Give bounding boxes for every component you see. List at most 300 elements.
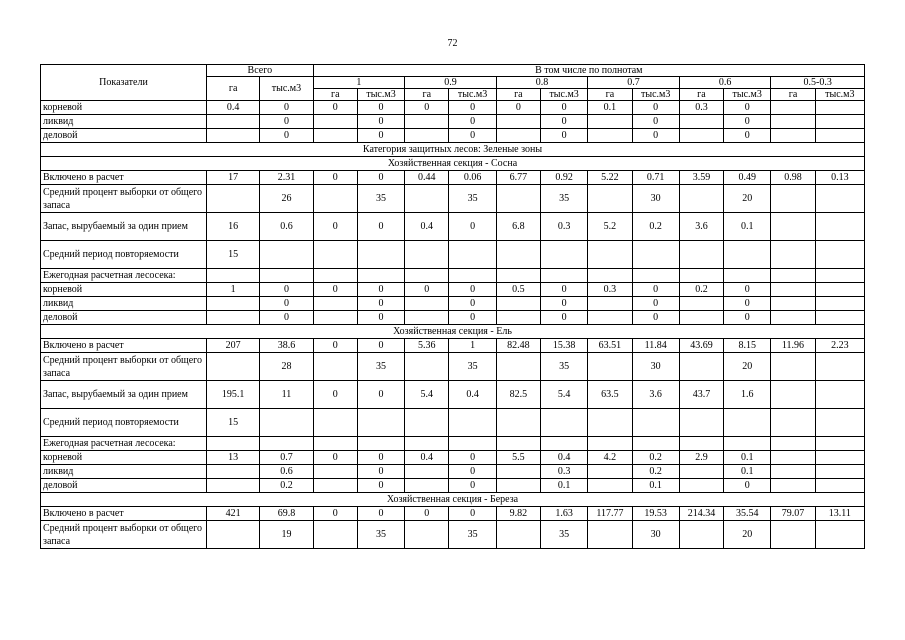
table-cell [771,409,815,437]
table-cell: 82.48 [496,339,540,353]
table-row [41,185,865,213]
table-cell: 35 [449,353,496,381]
row-label: Ежегодная расчетная лесосека: [41,269,207,283]
table-cell [357,409,404,437]
table-cell [771,297,815,311]
table-cell: 2.23 [815,339,864,353]
table-cell [207,465,260,479]
section-row [41,325,865,339]
table-row [41,297,865,311]
header-m3: тыс.м3 [540,89,587,101]
table-cell [496,437,540,451]
table-cell [771,115,815,129]
table-cell: 19 [260,521,313,549]
table-cell: 13.11 [815,507,864,521]
header-m3: тыс.м3 [357,89,404,101]
header-row-1 [41,65,865,77]
table-cell: 4.2 [588,451,632,465]
table-cell: 0 [357,171,404,185]
table-cell: 5.36 [405,339,449,353]
table-cell: 0 [449,297,496,311]
table-cell [207,521,260,549]
table-row [41,171,865,185]
table-cell: 0.2 [260,479,313,493]
table-cell: 195.1 [207,381,260,409]
table-cell [405,311,449,325]
table-cell [449,269,496,283]
table-cell: 0.3 [540,465,587,479]
table-cell: 0 [313,213,357,241]
table-cell: 0 [449,311,496,325]
table-cell [496,353,540,381]
table-cell [588,311,632,325]
table-cell: 0.4 [405,451,449,465]
table-cell [313,409,357,437]
table-cell [207,479,260,493]
table-cell [313,241,357,269]
table-cell: 1 [207,283,260,297]
table-cell: 117.77 [588,507,632,521]
table-cell [313,115,357,129]
table-cell [815,129,864,143]
table-cell [588,521,632,549]
table-cell [815,437,864,451]
row-label: корневой [41,101,207,115]
table-cell [588,437,632,451]
table-cell [679,185,723,213]
table-cell: 35 [540,185,587,213]
table-cell [632,409,679,437]
table-cell: 0 [357,129,404,143]
table-cell: 0 [540,129,587,143]
table-cell: 3.6 [679,213,723,241]
table-cell [724,241,771,269]
page-number: 72 [447,38,458,49]
row-label: Средний процент выборки от общего запаса [41,185,207,213]
table-cell: 0.6 [260,465,313,479]
table-cell [496,297,540,311]
table-cell [405,353,449,381]
table-cell: 0.3 [540,213,587,241]
table-cell: 3.59 [679,171,723,185]
table-cell: 0.44 [405,171,449,185]
table-cell [496,115,540,129]
table-cell [771,241,815,269]
table-cell: 5.4 [405,381,449,409]
table-cell [405,115,449,129]
table-cell [679,129,723,143]
table-cell: 13 [207,451,260,465]
table-cell: 20 [724,353,771,381]
table-cell: 0 [357,213,404,241]
table-cell [260,437,313,451]
table-cell [679,409,723,437]
table-cell [313,297,357,311]
table-cell [357,241,404,269]
header-density: 1 [313,77,405,89]
header-m3: тыс.м3 [449,89,496,101]
table-cell [588,479,632,493]
table-cell [815,185,864,213]
table-cell [815,465,864,479]
table-cell [496,129,540,143]
row-label: Средний период повторяемости [41,241,207,269]
section-title: Хозяйственная секция - Ель [41,325,865,339]
table-cell [679,115,723,129]
table-cell [815,451,864,465]
table-cell: 0 [357,283,404,297]
section-row [41,143,865,157]
row-label: корневой [41,283,207,297]
table-cell [815,101,864,115]
table-cell: 15.38 [540,339,587,353]
table-cell [771,381,815,409]
table-cell: 0 [357,451,404,465]
table-cell: 0 [724,129,771,143]
table-cell [540,269,587,283]
table-cell [815,381,864,409]
table-cell: 0 [357,297,404,311]
row-label: Включено в расчет [41,339,207,353]
table-cell [313,521,357,549]
table-row [41,409,865,437]
table-cell: 0.1 [724,451,771,465]
table-row [41,451,865,465]
table-cell: 35 [449,521,496,549]
table-cell [771,521,815,549]
table-cell: 17 [207,171,260,185]
table-row [41,339,865,353]
table-cell: 0.49 [724,171,771,185]
table-cell [632,437,679,451]
header-density: 0.9 [405,77,497,89]
table-cell [771,213,815,241]
table-cell [771,479,815,493]
table-cell [815,269,864,283]
table-cell [771,451,815,465]
table-row [41,507,865,521]
table-cell [679,353,723,381]
table-cell [815,241,864,269]
table-row [41,241,865,269]
row-label: корневой [41,451,207,465]
table-row [41,311,865,325]
table-cell [496,479,540,493]
table-cell: 0 [632,297,679,311]
table-cell [496,269,540,283]
header-ha: га [771,89,815,101]
table-cell: 0.2 [632,213,679,241]
table-cell [313,353,357,381]
table-cell [815,283,864,297]
table-cell [588,129,632,143]
table-cell [405,241,449,269]
table-cell: 421 [207,507,260,521]
table-cell: 5.5 [496,451,540,465]
table-cell: 0 [724,283,771,297]
table-cell [724,409,771,437]
table-cell: 0 [405,283,449,297]
table-cell: 0.7 [260,451,313,465]
table-cell [588,185,632,213]
table-cell: 1 [449,339,496,353]
row-label: ликвид [41,465,207,479]
table-body [41,101,865,549]
header-m3: тыс.м3 [724,89,771,101]
table-cell: 0 [357,311,404,325]
header-ha: га [496,89,540,101]
table-cell: 0 [540,297,587,311]
table-cell: 0.92 [540,171,587,185]
table-row [41,269,865,283]
table-cell [313,185,357,213]
table-cell [588,269,632,283]
table-cell [815,521,864,549]
table-cell [588,353,632,381]
table-cell [679,269,723,283]
table-cell [771,353,815,381]
table-cell: 3.6 [632,381,679,409]
table-cell [405,465,449,479]
table-cell [496,241,540,269]
table-cell: 0 [313,171,357,185]
table-cell: 35 [449,185,496,213]
table-cell: 79.07 [771,507,815,521]
table-cell [588,115,632,129]
table-cell: 0 [260,283,313,297]
table-cell: 9.82 [496,507,540,521]
table-cell [679,297,723,311]
table-cell: 0 [357,479,404,493]
table-cell: 0.6 [260,213,313,241]
table-cell [405,297,449,311]
header-density: 0.8 [496,77,588,89]
table-cell: 0 [260,297,313,311]
table-cell: 20 [724,185,771,213]
table-cell: 0 [632,129,679,143]
header-ha: га [588,89,632,101]
row-label: ликвид [41,115,207,129]
table-cell: 43.69 [679,339,723,353]
table-cell: 30 [632,185,679,213]
section-row [41,493,865,507]
table-cell [815,213,864,241]
table-cell: 82.5 [496,381,540,409]
table-cell: 0.1 [588,101,632,115]
table-cell: 0.5 [496,283,540,297]
table-cell [405,185,449,213]
table-cell: 0.4 [405,213,449,241]
table-cell: 0 [724,101,771,115]
table-cell: 0 [260,101,313,115]
table-cell [496,185,540,213]
row-label: ликвид [41,297,207,311]
header-m3: тыс.м3 [632,89,679,101]
table-cell [771,465,815,479]
table-cell [540,437,587,451]
table-cell: 0 [313,283,357,297]
table-cell: 35 [357,353,404,381]
header-total-ha: га [207,77,260,101]
table-cell: 0 [357,101,404,115]
table-cell: 5.4 [540,381,587,409]
table-cell: 30 [632,521,679,549]
table-cell [815,297,864,311]
table-cell [207,437,260,451]
table-cell: 0 [313,101,357,115]
table-cell [815,353,864,381]
table-cell [588,409,632,437]
table-cell: 35.54 [724,507,771,521]
row-label: Включено в расчет [41,171,207,185]
table-row [41,115,865,129]
table-cell: 0.2 [632,465,679,479]
table-cell: 0.4 [449,381,496,409]
table-cell [815,115,864,129]
row-label: Средний процент выборки от общего запаса [41,521,207,549]
table-cell [724,269,771,283]
table-cell [405,437,449,451]
table-cell: 0.4 [540,451,587,465]
header-indicators: Показатели [41,65,207,101]
table-row [41,381,865,409]
table-cell [207,353,260,381]
table-cell [632,269,679,283]
table-cell [405,479,449,493]
table-cell: 8.15 [724,339,771,353]
section-row [41,157,865,171]
header-by-density: В том числе по полнотам [313,65,864,77]
table-cell: 0 [449,283,496,297]
table-row [41,101,865,115]
table-cell: 35 [540,521,587,549]
table-cell [771,437,815,451]
table-row [41,213,865,241]
table-cell [357,437,404,451]
table-cell: 0 [357,381,404,409]
table-cell: 0 [357,507,404,521]
table-cell [588,465,632,479]
table-cell: 2.31 [260,171,313,185]
table-cell [815,311,864,325]
table-cell: 5.2 [588,213,632,241]
table-cell [313,311,357,325]
table-cell: 0.71 [632,171,679,185]
table-cell: 5.22 [588,171,632,185]
table-cell [771,129,815,143]
table-cell: 214.34 [679,507,723,521]
table-cell [405,409,449,437]
table-row [41,437,865,451]
table-cell [405,269,449,283]
table-cell: 35 [540,353,587,381]
table-cell [771,269,815,283]
table-cell: 0 [449,129,496,143]
table-cell: 0 [449,507,496,521]
table-row [41,465,865,479]
table-cell: 0 [260,129,313,143]
table-cell [260,269,313,283]
table-cell: 30 [632,353,679,381]
row-label: Средний процент выборки от общего запаса [41,353,207,381]
table-cell: 0 [357,115,404,129]
table-cell: 63.5 [588,381,632,409]
table-cell: 1.63 [540,507,587,521]
table-cell: 0 [260,311,313,325]
table-cell [496,311,540,325]
table-cell: 35 [357,185,404,213]
table-cell: 0 [449,451,496,465]
table-cell [207,269,260,283]
table-row [41,283,865,297]
table-cell [496,465,540,479]
table-row [41,129,865,143]
table-cell [260,241,313,269]
table-cell [207,115,260,129]
table-cell [260,409,313,437]
table-cell: 0 [405,507,449,521]
table-cell: 0 [449,479,496,493]
row-label: деловой [41,311,207,325]
table-cell: 0 [540,115,587,129]
row-label: Запас, вырубаемый за один прием [41,213,207,241]
table-cell: 0 [449,465,496,479]
table-cell: 0 [540,311,587,325]
header-ha: га [313,89,357,101]
table-cell: 0.2 [679,283,723,297]
table-cell: 11.96 [771,339,815,353]
header-density: 0.6 [679,77,771,89]
table-cell: 0 [632,101,679,115]
table-cell: 19.53 [632,507,679,521]
table-cell: 6.8 [496,213,540,241]
table-cell [679,521,723,549]
header-density: 0.5-0.3 [771,77,865,89]
table-cell [313,437,357,451]
table-cell: 0 [313,339,357,353]
table-cell [207,311,260,325]
table-cell: 63.51 [588,339,632,353]
table-row [41,353,865,381]
table-cell: 1.6 [724,381,771,409]
table-cell: 207 [207,339,260,353]
header-m3: тыс.м3 [815,89,864,101]
table-cell: 0 [357,465,404,479]
section-title: Хозяйственная секция - Береза [41,493,865,507]
table-cell: 0.3 [679,101,723,115]
section-title: Категория защитных лесов: Зеленые зоны [41,143,865,157]
table-cell: 0 [724,115,771,129]
table-cell: 0 [313,451,357,465]
table-cell [679,311,723,325]
table-cell [679,465,723,479]
table-cell [679,479,723,493]
table-cell: 16 [207,213,260,241]
table-cell: 0.13 [815,171,864,185]
row-label: Ежегодная расчетная лесосека: [41,437,207,451]
table-cell: 0 [632,311,679,325]
table-cell [540,241,587,269]
table-cell [679,437,723,451]
table-cell: 0 [405,101,449,115]
header-total: Всего [207,65,314,77]
table-cell: 0 [540,101,587,115]
table-cell: 0 [724,479,771,493]
table-cell [449,409,496,437]
table-cell: 0 [632,283,679,297]
table-cell [207,129,260,143]
table-cell: 2.9 [679,451,723,465]
